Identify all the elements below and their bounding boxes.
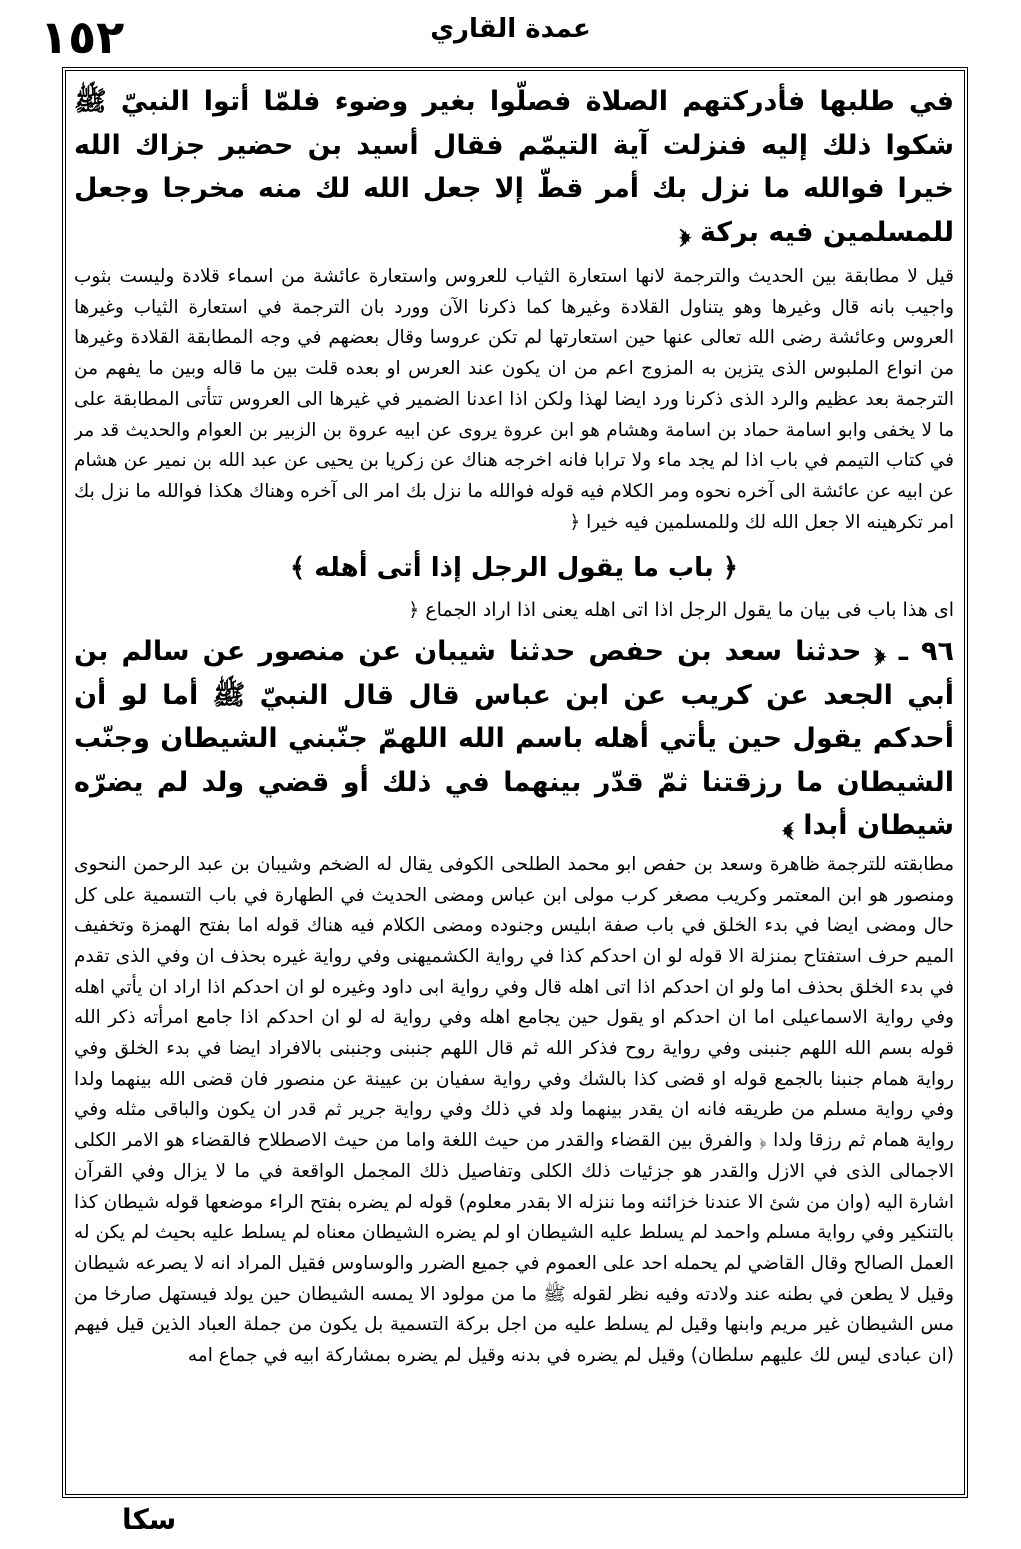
hadith-text-2: ٩٦ ـ ﴿ حدثنا سعد بن حفص حدثنا شيبان عن منصور عن سالم بن أبي الجعد عن كريب عن ابن عباس قال قال النبيّ ﷺ أما لو أن أحدكم يقول حين يأتي أهله باسم الله اللهمّ جنّبني الشيطان وجنّب الشيطان ما رزقتنا ثمّ قدّر بينهما في ذلك أو قضي ولد لم يضرّه شيطان أبدا ﴾ (74, 636, 954, 842)
chapter-title: ﴿ باب ما يقول الرجل إذا أتى أهله ﴾ (290, 553, 738, 584)
running-title: عمدة القاري (430, 14, 591, 44)
hadith-text-1: في طلبها فأدركتهم الصلاة فصلّوا بغير وضوء فلمّا أتوا النبيّ ﷺ شكوا ذلك إليه فنزلت آية التيمّم فقال أسيد بن حضير جزاك الله خيرا فوالله ما نزل بك أمر قطّ إلا جعل الله لك منه مخرجا وجعل للمسلمين فيه بركة ﴿ (74, 86, 954, 248)
chapter-explanation: اى هذا باب فى بيان ما يقول الرجل اذا اتى اهله يعنى اذا اراد الجماع ﴿ (408, 599, 954, 622)
page-number: ١٥٢ (40, 10, 125, 64)
page-content (74, 78, 954, 1490)
footer-signature: سكا (122, 1503, 177, 1536)
commentary-2: مطابقته للترجمة ظاهرة وسعد بن حفص ابو محمد الطلحى الكوفى يقال له الضخم وشيبان بن عبد الرحمن النحوى ومنصور هو ابن المعتمر وكريب مصغر كرب مولى ابن عباس ومضى الحديث في الطهارة في باب التسمية على كل حال ومضى ايضا في بدء الخلق في باب صفة ابليس وجنوده ومضى الكلام فيه هناك قوله اما بفتح الهمزة وتخفيف الميم حرف استفتاح بمنزلة الا قوله لو ان احدكم كذا في رواية الكشميهنى وفي رواية غيره بحذف ان وفي الذى تقدم في بدء الخلق بحذف اما ولو ان احدكم اذا اتى اهله قال وفي رواية ابى داود وغيره لو ان احدكم اذا اراد ان يأتي اهله وفي رواية الاسماعيلى اما ان احدكم او يقول حين يجامع اهله وفي رواية له لو ان احدكم اذا جامع امرأته ذكر الله قوله بسم الله اللهم جنبنى وفي رواية روح فذكر الله ثم قال اللهم جنبنى وجنبنى بالافراد ايضا في بدء الخلق وفي رواية همام جنبنا بالجمع قوله او قضى كذا بالشك وفي رواية سفيان بن عيينة عن منصور فان قضى الله بينهما ولدا وفي رواية مسلم من طريقه فانه ان يقدر بينهما ولد في ذلك وفي رواية جرير ثم قدر ان يكون والباقى مثله وفي رواية همام ثم رزقا ولدا ﴿ والفرق بين القضاء والقدر من حيث اللغة واما من حيث الاصطلاح فالقضاء هو الامر الكلى الاجمالى الذى في الازل والقدر هو جزئيات ذلك الكلى وتفاصيل ذلك المجمل الواقعة في ما لا يزال وفي القرآن اشارة اليه (وان من شئ الا عندنا خزائنه وما ننزله الا بقدر معلوم) قوله لم يضره بفتح الراء موضعها قوله شيطان كذا بالتنكير وفي رواية مسلم واحمد لم يسلط عليه الشيطان او لم يضره الشيطان معناه لم يسلط عليه بحيث لم يكن له العمل الصالح وقال القاضي لم يحمله احد على العموم في جميع الضرر والوساوس فقيل المراد انه لا يصرعه شيطان وقيل لا يطعن في بطنه عند ولادته وفيه نظر لقوله ﷺ ما من مولود الا يمسه الشيطان حين يولد فيستهل صارخا من مس الشيطان غير مريم وابنها وقيل لم يسلط عليه من اجل بركة التسمية بل يكون من جملة العباد الذين قيل فيهم (ان عبادى ليس لك عليهم سلطان) وقيل لم يضره في بدنه وقيل لم يضره بمشاركة ابيه في جماع امه (74, 853, 954, 1367)
commentary-1: قيل لا مطابقة بين الحديث والترجمة لانها استعارة الثياب للعروس واستعارة عائشة من اسماء قلادة وليست بثوب واجيب بانه قال وغيرها وهو يتناول القلادة وغيرها كما ذكرنا الآن وورد بان الترجمة في استعارة الثياب وغيرها العروس وعائشة رضى الله تعالى عنها حين استعارتها لم تكن عروسا وقال بعضهم في وجه المطابقة القلادة وغيرها من انواع الملبوس الذى يتزين به المزوج اعم من ان يكون عند العرس او بعده قلت بين ما قاله وبين ما يفهم من الترجمة بعد عظيم والرد الذى ذكرنا ورد ايضا لهذا ولكن اذا اعدنا الضمير في غيرها الى العروس تتأتى المطابقة على ما لا يخفى وابو اسامة حماد بن اسامة وهشام هو ابن عروة يروى عن ابيه عروة بن الزبير بن العوام والحديث قد مر في كتاب التيمم في باب اذا لم يجد ماء ولا ترابا فانه اخرجه هناك عن زكريا بن يحيى عن عبد الله بن نمير عن هشام عن ابيه عن عائشة الى آخره نحوه ومر الكلام فيه قوله فوالله ما نزل بك امر الى آخره وهناك هكذا فوالله ما نزل بك امر تكرهينه الا جعل الله لك وللمسلمين فيه خيرا ﴿ (74, 266, 954, 533)
